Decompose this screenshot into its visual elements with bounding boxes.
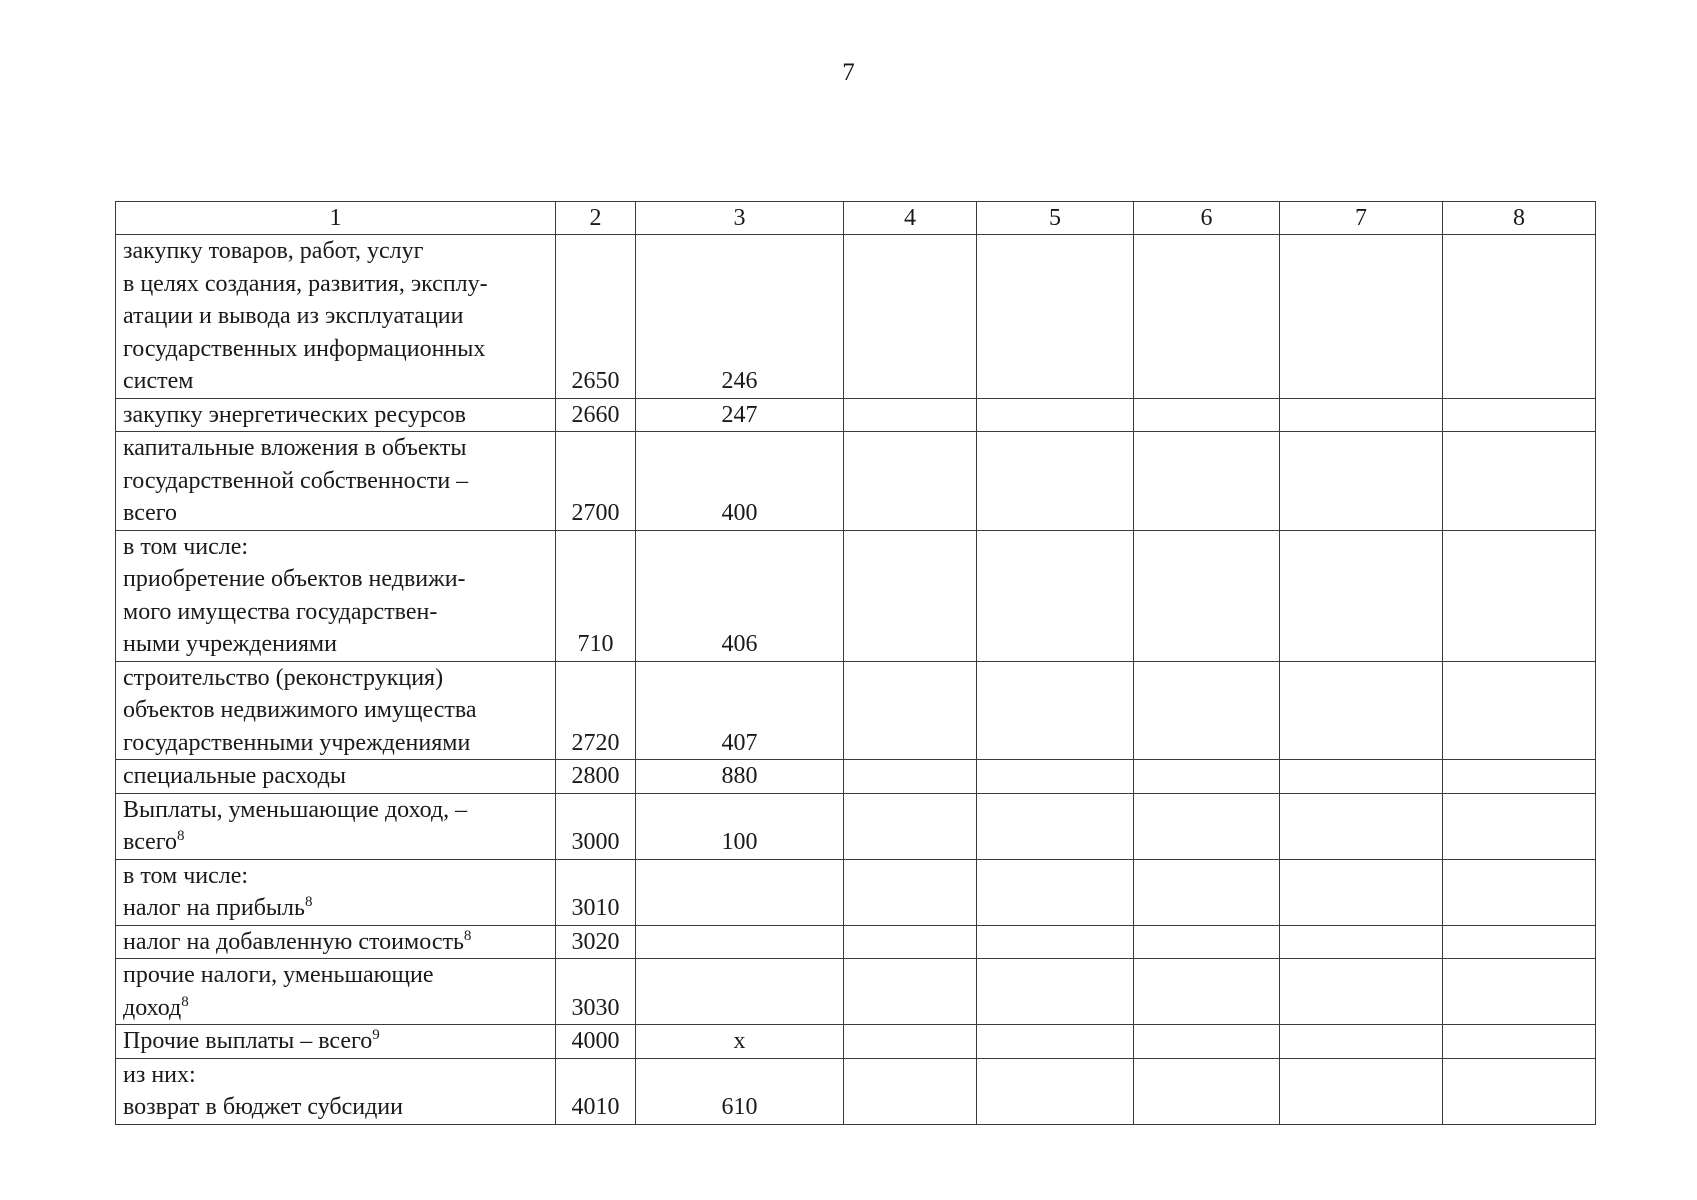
row-label-text: в том числе: [123,533,249,560]
row-label-line [123,333,548,366]
row-label-text: из них: [123,1061,196,1088]
empty-value-cell [1280,1025,1443,1059]
empty-value-cell [844,432,977,531]
row-label-text: государственных информационных [123,335,486,362]
row-label-text: возврат в бюджет субсидии [123,1094,403,1120]
empty-value-cell [1134,235,1280,399]
row-label-line [123,628,548,661]
row-label-line [123,760,548,793]
row-label-text: государственной собственности – [123,467,469,494]
empty-value-cell [1443,859,1596,925]
code-cell [636,925,844,959]
row-label-line [123,826,548,859]
row-label-line [123,959,548,992]
empty-value-cell [1443,925,1596,959]
empty-value-cell [977,235,1134,399]
row-label-cell [116,1058,556,1124]
code-cell: 100 [636,793,844,859]
row-label-text: Прочие выплаты – всего [123,1028,373,1054]
empty-value-cell [844,235,977,399]
empty-value-cell [844,959,977,1025]
empty-value-cell [977,959,1134,1025]
footnote-mark: 9 [372,1027,380,1043]
empty-value-cell [977,398,1134,432]
column-header: 1 [116,202,556,235]
column-header: 8 [1443,202,1596,235]
row-label-cell [116,859,556,925]
row-label-line [123,399,548,432]
empty-value-cell [844,530,977,661]
row-label-text: ными учреждениями [123,631,337,657]
footnote-mark: 8 [304,894,313,910]
row-label-cell [116,235,556,399]
empty-value-cell [1280,959,1443,1025]
row-label-text: мого имущества государствен- [123,598,438,625]
line-code-cell: 3000 [556,793,636,859]
empty-value-cell [1134,398,1280,432]
row-label-line [123,268,548,301]
empty-value-cell [1280,925,1443,959]
code-cell [636,959,844,1025]
row-label-cell [116,398,556,432]
table-row [116,859,1596,925]
column-header: 3 [636,202,844,235]
code-cell: 406 [636,530,844,661]
row-label-text: закупку энергетических ресурсов [123,401,466,428]
code-cell: 246 [636,235,844,399]
row-label-text: всего [123,500,178,526]
row-label-line [123,563,548,596]
empty-value-cell [844,398,977,432]
table-row [116,432,1596,531]
line-code-cell: 3030 [556,959,636,1025]
code-cell: 407 [636,661,844,760]
empty-value-cell [1280,859,1443,925]
empty-value-cell [977,1025,1134,1059]
empty-value-cell [977,859,1134,925]
table-header-row [116,202,1596,235]
table-row [116,530,1596,661]
empty-value-cell [1443,1058,1596,1124]
row-label-line [123,926,548,959]
empty-value-cell [844,1058,977,1124]
report-table [115,201,1596,1125]
row-label-text: приобретение объектов недвижи- [123,566,466,592]
row-label-text: налог на добавленную стоимость [123,928,464,955]
row-label-text: в целях создания, развития, эксплу- [123,270,488,297]
empty-value-cell [1443,1025,1596,1059]
empty-value-cell [1280,1058,1443,1124]
line-code-cell: 2650 [556,235,636,399]
empty-value-cell [977,760,1134,794]
row-label-cell [116,959,556,1025]
code-cell: 610 [636,1058,844,1124]
column-header: 7 [1280,202,1443,235]
code-cell: 247 [636,398,844,432]
empty-value-cell [1280,235,1443,399]
line-code-cell: 2700 [556,432,636,531]
empty-value-cell [1134,530,1280,661]
row-label-line [123,596,548,629]
table-row [116,1025,1596,1059]
empty-value-cell [1134,793,1280,859]
table-row [116,760,1596,794]
column-header: 2 [556,202,636,235]
empty-value-cell [844,760,977,794]
row-label-text: прочие налоги, уменьшающие [123,962,434,988]
table-row [116,661,1596,760]
empty-value-cell [1134,1058,1280,1124]
empty-value-cell [844,925,977,959]
row-label-line [123,235,548,268]
empty-value-cell [977,661,1134,760]
empty-value-cell [844,1025,977,1059]
empty-value-cell [1443,235,1596,399]
empty-value-cell [1280,793,1443,859]
empty-value-cell [1443,530,1596,661]
row-label-text: доход [123,994,182,1021]
row-label-cell [116,760,556,794]
line-code-cell: 2800 [556,760,636,794]
row-label-line [123,531,548,564]
empty-value-cell [1443,959,1596,1025]
row-label-cell [116,793,556,859]
code-cell: 400 [636,432,844,531]
empty-value-cell [1443,793,1596,859]
page-number: 7 [842,59,855,86]
row-label-line [123,892,548,925]
empty-value-cell [977,432,1134,531]
empty-value-cell [1280,432,1443,531]
line-code-cell: 2660 [556,398,636,432]
table-row [116,959,1596,1025]
row-label-line [123,300,548,333]
line-code-cell: 710 [556,530,636,661]
empty-value-cell [1134,1025,1280,1059]
table-row [116,1058,1596,1124]
empty-value-cell [977,925,1134,959]
row-label-line [123,1025,548,1058]
row-label-text: атации и вывода из эксплуатации [123,303,464,329]
row-label-line [123,497,548,530]
row-label-line [123,365,548,398]
empty-value-cell [1134,925,1280,959]
empty-value-cell [844,793,977,859]
row-label-text: специальные расходы [123,763,346,789]
row-label-line [123,1059,548,1092]
line-code-cell: 4010 [556,1058,636,1124]
empty-value-cell [1443,398,1596,432]
empty-value-cell [1280,530,1443,661]
row-label-cell [116,432,556,531]
empty-value-cell [1134,661,1280,760]
column-header: 4 [844,202,977,235]
line-code-cell: 3010 [556,859,636,925]
empty-value-cell [1280,760,1443,794]
empty-value-cell [1134,432,1280,531]
empty-value-cell [977,793,1134,859]
table-row [116,793,1596,859]
row-label-cell [116,925,556,959]
row-label-cell [116,530,556,661]
row-label-text: строительство (реконструкция) [123,664,444,691]
row-label-text: капитальные вложения в объекты [123,435,467,461]
row-label-line [123,727,548,760]
empty-value-cell [844,661,977,760]
empty-value-cell [844,859,977,925]
row-label-line [123,794,548,827]
footnote-mark: 8 [181,993,189,1010]
code-cell: х [636,1025,844,1059]
row-label-cell [116,661,556,760]
empty-value-cell [1280,398,1443,432]
row-label-text: всего [123,829,178,855]
table-row [116,398,1596,432]
empty-value-cell [1134,760,1280,794]
row-label-text: объектов недвижимого имущества [123,697,477,723]
footnote-mark: 8 [177,828,185,844]
table-row [116,235,1596,399]
empty-value-cell [1280,661,1443,760]
footnote-mark: 8 [463,927,472,944]
row-label-cell [116,1025,556,1059]
row-label-text: систем [123,368,194,394]
code-cell: 880 [636,760,844,794]
row-label-text: закупку товаров, работ, услуг [123,238,424,264]
empty-value-cell [977,530,1134,661]
row-label-line [123,1091,548,1124]
row-label-line [123,860,548,893]
row-label-line [123,465,548,498]
row-label-text: в том числе: [123,862,249,889]
table-row [116,925,1596,959]
empty-value-cell [1443,760,1596,794]
line-code-cell: 4000 [556,1025,636,1059]
code-cell [636,859,844,925]
column-header: 6 [1134,202,1280,235]
row-label-text: налог на прибыль [123,895,305,921]
empty-value-cell [1443,661,1596,760]
row-label-text: Выплаты, уменьшающие доход, – [123,796,468,823]
column-header: 5 [977,202,1134,235]
row-label-line [123,992,548,1025]
row-label-line [123,662,548,695]
empty-value-cell [1134,959,1280,1025]
empty-value-cell [1134,859,1280,925]
line-code-cell: 3020 [556,925,636,959]
line-code-cell: 2720 [556,661,636,760]
row-label-line [123,432,548,465]
row-label-text: государственными учреждениями [123,729,471,756]
empty-value-cell [977,1058,1134,1124]
empty-value-cell [1443,432,1596,531]
row-label-line [123,694,548,727]
